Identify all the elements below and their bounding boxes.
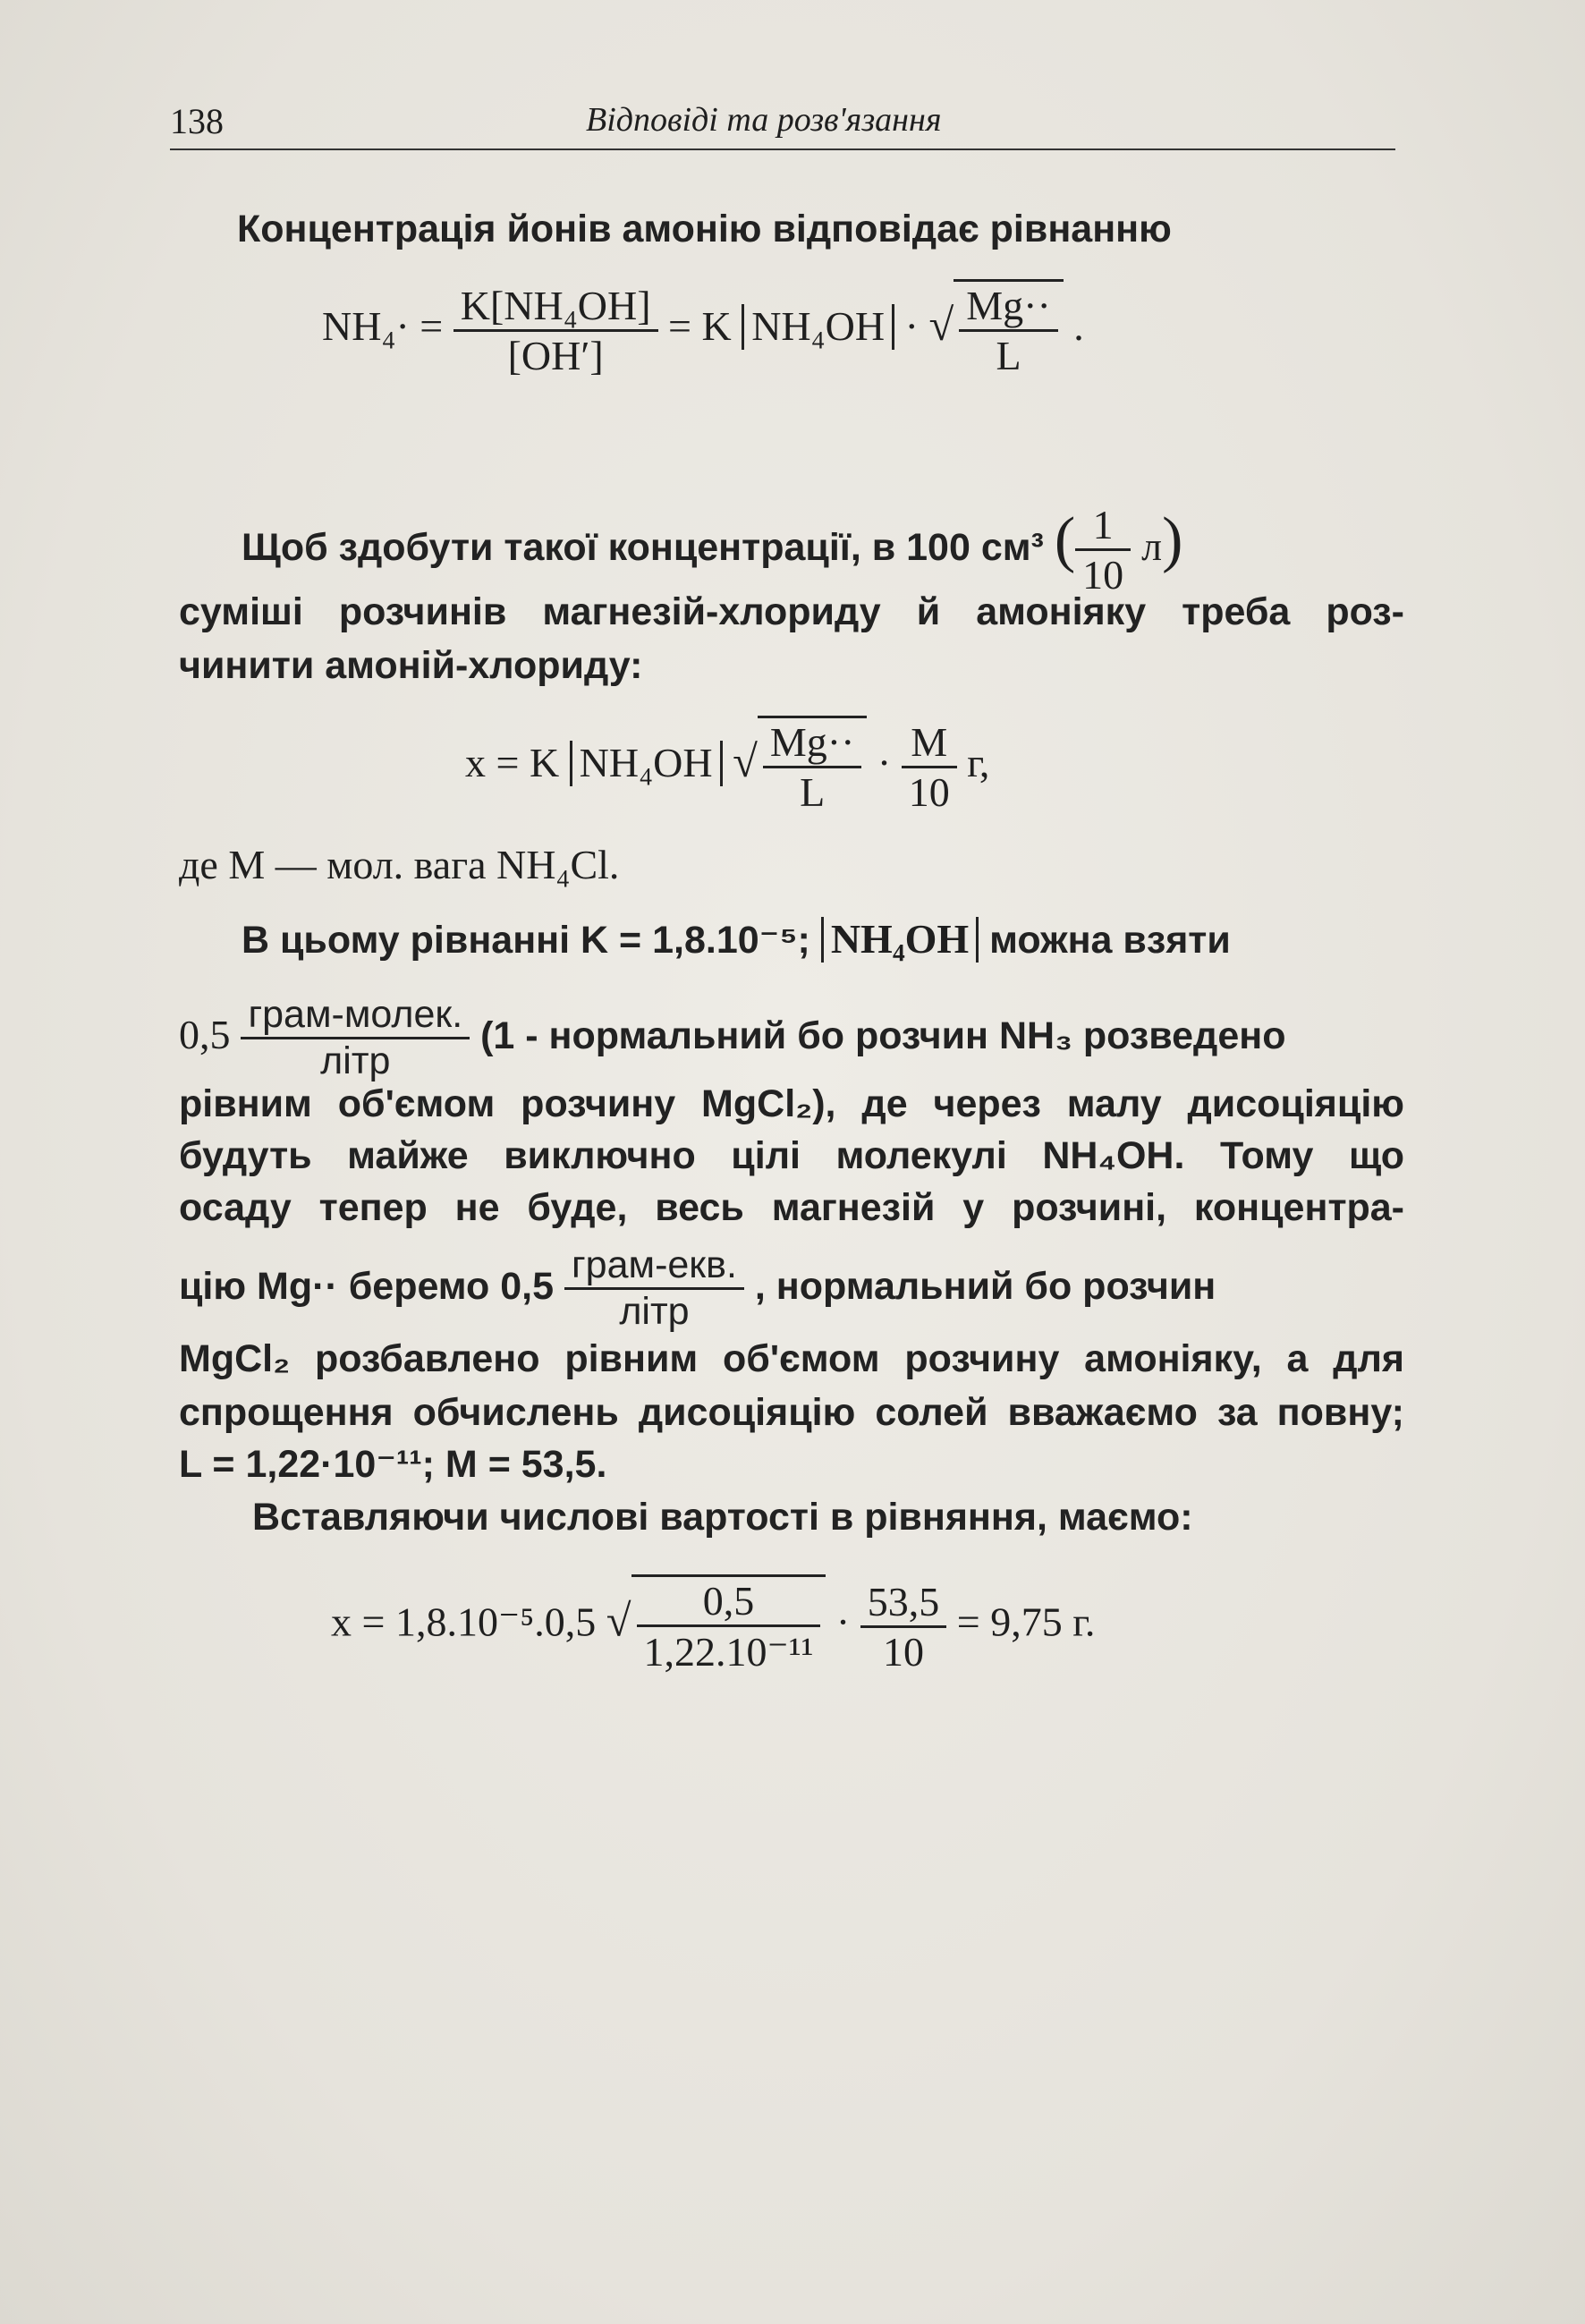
eq3-radicand [631,1574,826,1675]
sqrt-sign: √ [733,736,758,787]
para2-line3: чинити амоній-хлориду: [179,644,643,687]
para3-line8: спрощення обчислень дисоціяцію солей вважаємо за повну; [179,1391,1404,1434]
header-rule [170,148,1395,150]
eq2-frac-den: 10 [908,769,950,815]
eq1-root-numerator: Mg·· [959,282,1058,332]
para3-post: можна взяти [989,919,1231,962]
eq3-dot: · [835,1599,851,1645]
equation-x [465,716,1270,816]
eq2-radicand [758,716,868,816]
para3-f1-den: літр [320,1039,391,1082]
eq2-root-den: L [800,769,826,815]
eq3-frac-den: 10 [883,1628,924,1675]
para2-frac-num: 1 [1075,501,1131,551]
paren-close: ) [1162,505,1183,574]
eq2-lhs: x = K [465,740,560,786]
para3-l6-post: , нормальний бо розчин [754,1264,1216,1308]
para2-fraction [1075,501,1131,598]
eq3-lhs: x = 1,8.10⁻⁵.0,5 [331,1599,597,1645]
para2-line1: Щоб здобути такої концентрації, в 100 см³ [242,525,1044,569]
para2-unit: л [1141,522,1163,569]
para3-l2-rest: (1 - нормальний бо розчин NH₃ розведено [480,1014,1286,1057]
para3-fraction1 [241,993,470,1083]
eq1-dot: · [904,303,919,350]
para3-bracket: NH₄OH [821,917,979,963]
para3-line1 [242,917,1231,963]
molar-mass-note: де M — мол. вага NH₄Cl. [179,842,620,887]
eq1-period: . [1073,303,1084,350]
paragraph-intro: Концентрація йонів амонію відповідає рівнанню [237,208,1172,250]
eq2-unit: г, [967,740,990,786]
eq1-bracket: NH₄OH [742,304,894,350]
para3-line3: рівним об'ємом розчину MgCl₂), де через малу дисоціяцію [179,1082,1404,1125]
para3-line7: MgCl₂ розбавлено рівним об'ємом розчину амоніяку, а для [179,1337,1404,1380]
eq2-dot: · [877,740,892,786]
para3-coef: 0,5 [179,1011,231,1057]
para3-line5: осаду тепер не буде, весь магнезій у розчині, концентра- [179,1186,1404,1229]
running-title: Відповіді та розв'язання [586,101,942,139]
eq3-rhs: = 9,75 г. [956,1599,1096,1645]
para2-line2: суміші розчинів магнезій-хлориду й амоніяку треба роз- [179,590,1404,633]
para3-f2-num: грам-екв. [564,1243,744,1290]
para3-f2-den: літр [619,1290,690,1333]
eq1-root-denominator: L [996,333,1021,378]
paragraph-concentration [242,501,1404,598]
para2-frac-den: 10 [1082,552,1124,598]
para3-line6 [179,1243,1404,1334]
sqrt-sign: √ [928,300,954,351]
equation-result [331,1574,1315,1675]
equation-ammonium [322,279,1306,379]
eq3-fraction [860,1578,947,1675]
eq1-equals-k: = K [668,303,732,350]
paragraph-substitution: Вставляючи числові вартості в рівняння, маємо: [252,1496,1193,1539]
eq1-numerator: K[NH₄OH] [453,282,658,332]
eq2-fraction [902,718,957,816]
para3-line2 [179,993,1404,1083]
sqrt-sign: √ [606,1595,631,1646]
para3-line9: L = 1,22·10⁻¹¹; M = 53,5. [179,1443,607,1486]
eq1-denominator: [OH′] [507,333,604,378]
para3-line4: будуть майже виключно цілі молекулі NH₄OH. Тому що [179,1134,1404,1177]
eq3-root-den: 1,22.10⁻¹¹ [643,1629,814,1675]
page-number: 138 [170,101,224,141]
eq3-root-num: 0,5 [637,1577,821,1627]
paren-open: ( [1054,505,1076,574]
eq2-frac-num: M [902,718,957,768]
eq1-lhs: NH₄· = [322,303,444,350]
para3-fraction2 [564,1243,744,1334]
para3-l6-pre: цію Mg·· беремо 0,5 [179,1264,555,1308]
eq2-root-num: Mg·· [763,718,862,768]
para3-pre: В цьому рівнанні K = 1,8.10⁻⁵; [242,919,810,962]
eq3-frac-num: 53,5 [860,1578,947,1628]
eq2-bracket: NH₄OH [570,741,723,786]
eq1-fraction [453,282,658,379]
eq1-radicand [954,279,1064,379]
para3-f1-num: грам-молек. [241,993,470,1039]
